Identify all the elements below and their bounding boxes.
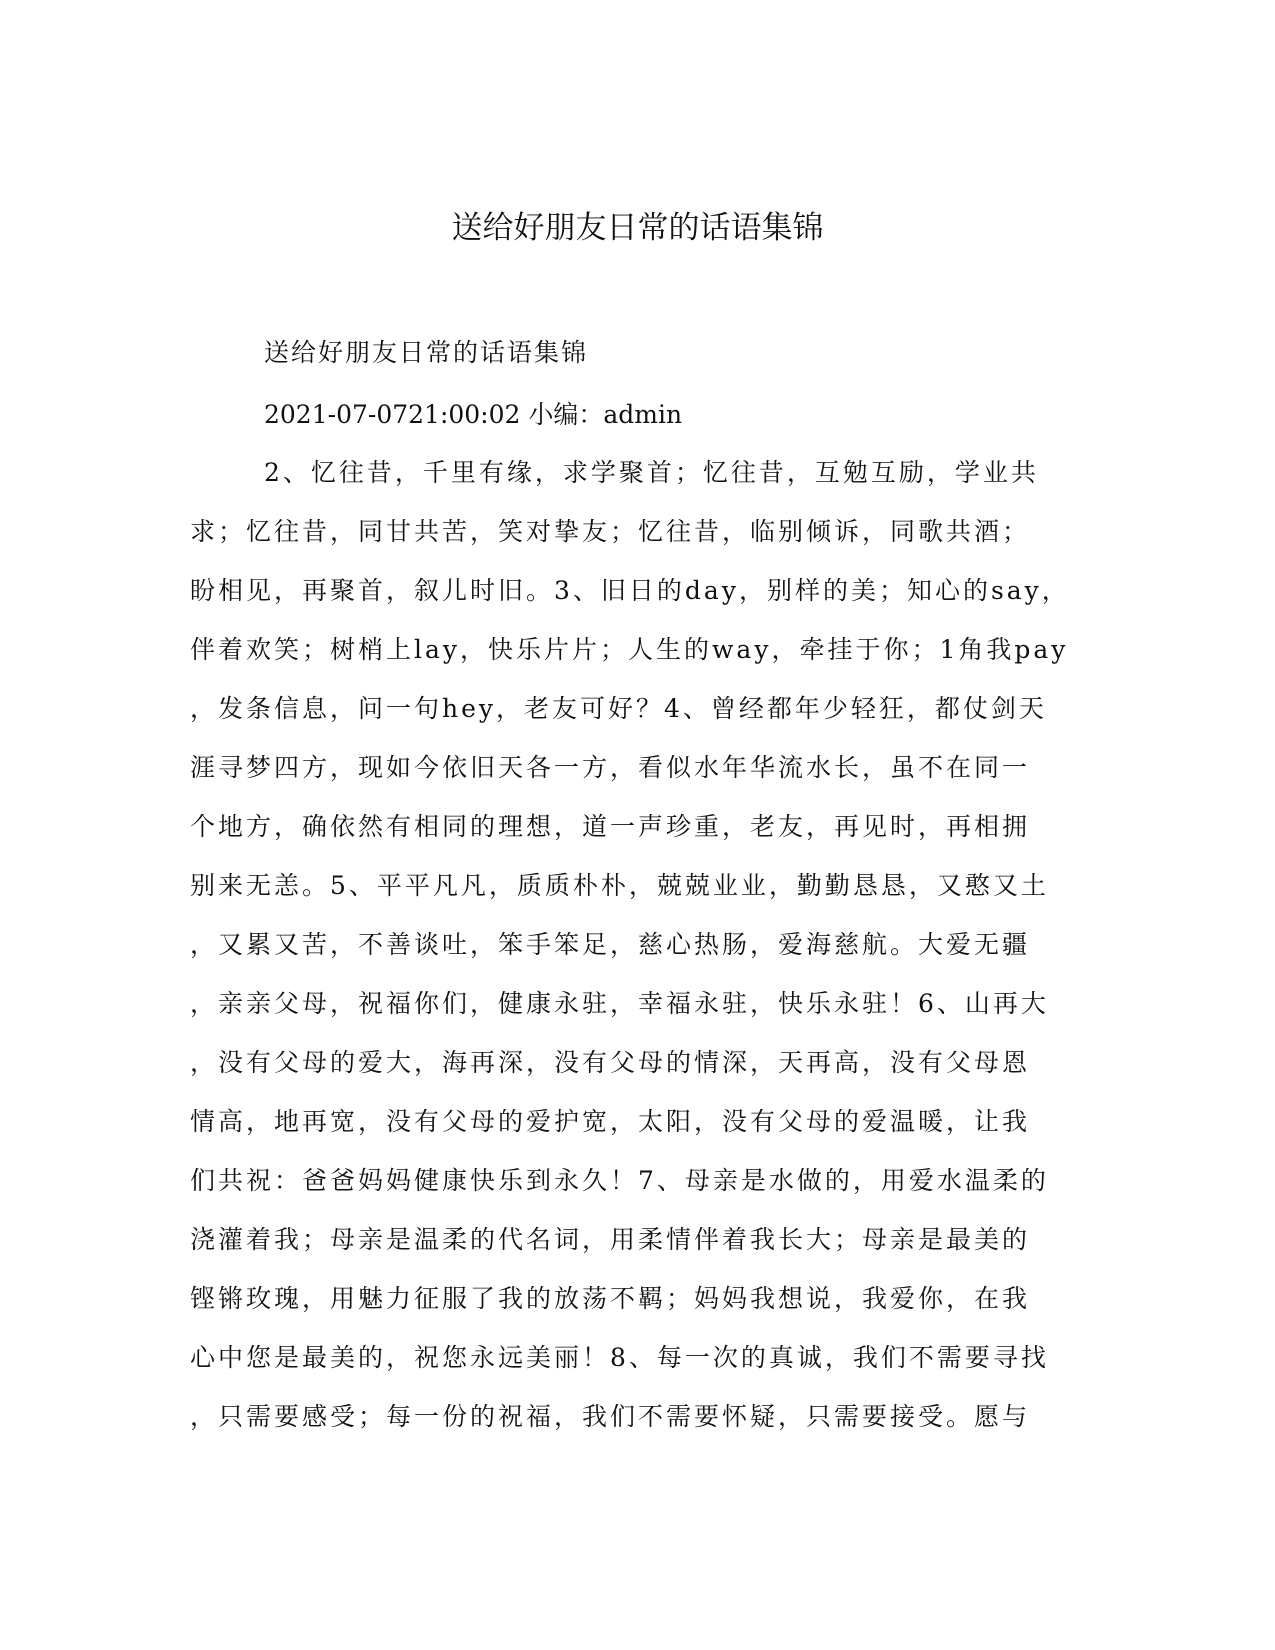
body-line: 盼相见，再聚首，叙儿时旧。3、旧日的day，别样的美；知心的say， xyxy=(190,576,1070,605)
body-line: 伴着欢笑；树梢上lay，快乐片片；人生的way，牵挂于你；1角我pay xyxy=(190,635,1069,664)
body-line: 别来无恙。5、平平凡凡，质质朴朴，兢兢业业，勤勤恳恳，又憨又土 xyxy=(190,871,1049,900)
document-title: 送给好朋友日常的话语集锦 xyxy=(451,210,824,246)
body-line: 个地方，确依然有相同的理想，道一声珍重，老友，再见时，再相拥 xyxy=(190,812,1031,841)
body-line: ，亲亲父母，祝福你们，健康永驻，幸福永驻，快乐永驻！6、山再大 xyxy=(190,989,1049,1018)
body-line: 浇灌着我；母亲是温柔的代名词，用柔情伴着我长大；母亲是最美的 xyxy=(190,1225,1031,1254)
body-line: 们共祝：爸爸妈妈健康快乐到永久！7、母亲是水做的，用爱水温柔的 xyxy=(190,1166,1049,1195)
body-line: 涯寻梦四方，现如今依旧天各一方，看似水年华流水长，虽不在同一 xyxy=(190,753,1031,782)
body-line: 2、忆往昔，千里有缘，求学聚首；忆往昔，互勉互励，学业共 xyxy=(264,458,1039,487)
body-line: ，没有父母的爱大，海再深，没有父母的情深，天再高，没有父母恩 xyxy=(190,1048,1031,1077)
body-line: 铿锵玫瑰，用魅力征服了我的放荡不羁；妈妈我想说，我爱你，在我 xyxy=(190,1284,1031,1313)
body-line: 情高，地再宽，没有父母的爱护宽，太阳，没有父母的爱温暖，让我 xyxy=(190,1107,1031,1136)
body-line: ，发条信息，问一句hey，老友可好？4、曾经都年少轻狂，都仗剑天 xyxy=(190,694,1047,723)
article-dateline: 2021-07-0721:00:02 小编：admin xyxy=(264,400,683,429)
article-subtitle: 送给好朋友日常的话语集锦 xyxy=(264,338,589,367)
body-line: ，只需要感受；每一份的祝福，我们不需要怀疑，只需要接受。愿与 xyxy=(190,1402,1031,1431)
body-line: 心中您是最美的，祝您永远美丽！8、每一次的真诚，我们不需要寻找 xyxy=(190,1343,1049,1372)
body-line: 求；忆往昔，同甘共苦，笑对挚友；忆往昔，临别倾诉，同歌共酒； xyxy=(190,517,1031,546)
body-line: ，又累又苦，不善谈吐，笨手笨足，慈心热肠，爱海慈航。大爱无疆 xyxy=(190,930,1031,959)
